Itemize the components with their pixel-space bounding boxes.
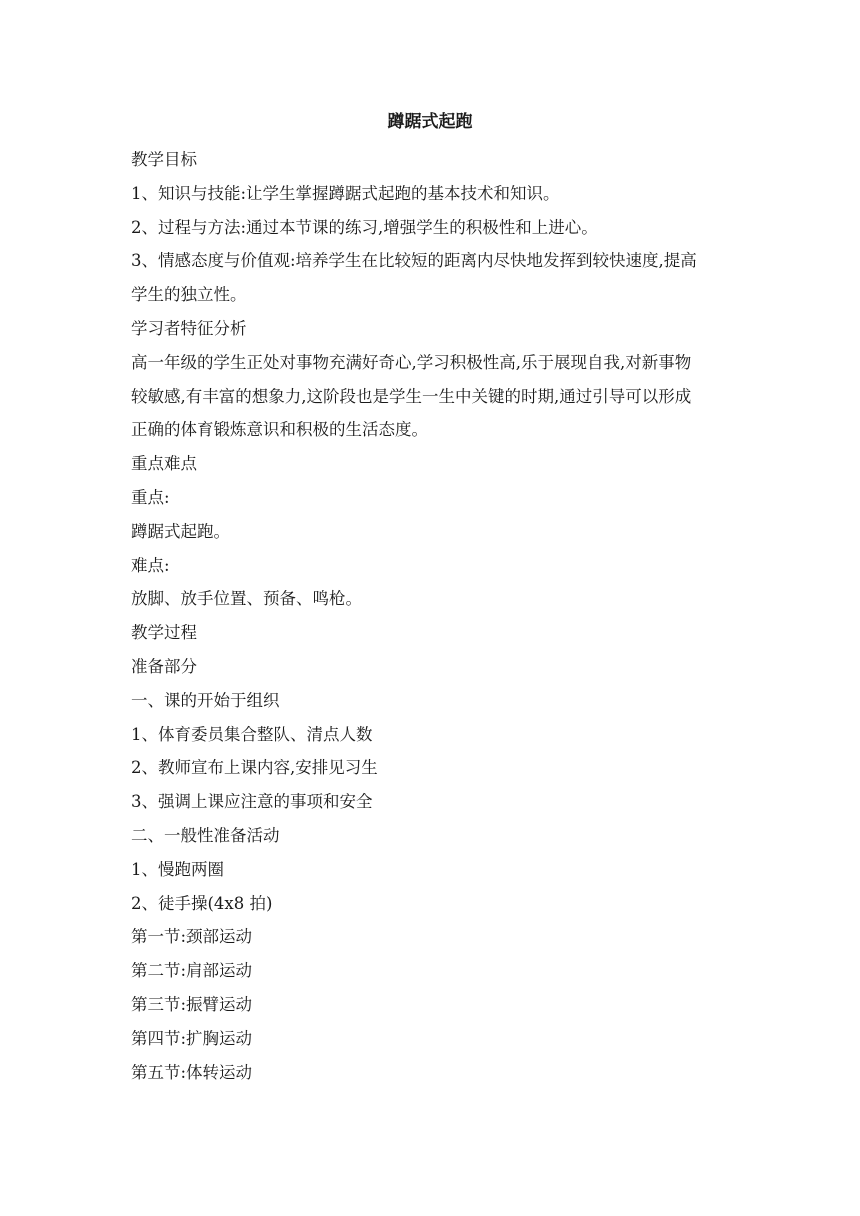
paragraph-line: 高一年级的学生正处对事物充满好奇心,学习积极性高,乐于展现自我,对新事物 — [131, 352, 692, 372]
list-heading: 一、课的开始于组织 — [131, 690, 280, 710]
document-body — [131, 143, 731, 1089]
section-heading-objectives: 教学目标 — [131, 150, 197, 169]
key-point-text: 蹲踞式起跑。 — [131, 521, 230, 541]
exercise-item: 第四节:扩胸运动 — [131, 1028, 253, 1048]
section-heading-process: 教学过程 — [131, 623, 197, 643]
exercise-item: 第二节:肩部运动 — [131, 961, 253, 981]
section-heading-learner-analysis: 学习者特征分析 — [131, 318, 247, 338]
section-heading-key-points: 重点难点 — [131, 454, 197, 474]
paragraph-line: 正确的体育锻炼意识和积极的生活态度。 — [131, 420, 428, 440]
exercise-item: 第一节:颈部运动 — [131, 927, 253, 947]
key-point-label: 重点: — [131, 487, 170, 507]
objective-item-continued: 学生的独立性。 — [131, 285, 247, 305]
difficulty-label: 难点: — [131, 555, 170, 575]
objective-item: 1、知识与技能:让学生掌握蹲踞式起跑的基本技术和知识。 — [131, 183, 560, 203]
paragraph-line: 较敏感,有丰富的想象力,这阶段也是学生一生中关键的时期,通过引导可以形成 — [131, 386, 692, 406]
list-item: 2、教师宣布上课内容,安排见习生 — [131, 758, 378, 778]
subsection-heading-preparation: 准备部分 — [131, 656, 197, 676]
list-item: 1、慢跑两圈 — [131, 859, 224, 879]
objective-item: 2、过程与方法:通过本节课的练习,增强学生的积极性和上进心。 — [131, 217, 598, 237]
list-item: 3、强调上课应注意的事项和安全 — [131, 792, 373, 812]
difficulty-text: 放脚、放手位置、预备、鸣枪。 — [131, 589, 362, 609]
list-item: 2、徒手操(4x8 拍) — [131, 893, 273, 913]
document-title: 蹲踞式起跑 — [387, 112, 473, 132]
exercise-item: 第五节:体转运动 — [131, 1062, 253, 1082]
objective-item: 3、情感态度与价值观:培养学生在比较短的距离内尽快地发挥到较快速度,提高 — [131, 251, 697, 271]
list-item: 1、体育委员集合整队、清点人数 — [131, 724, 373, 744]
exercise-item: 第三节:振臂运动 — [131, 994, 253, 1014]
list-heading: 二、一般性准备活动 — [131, 825, 280, 845]
